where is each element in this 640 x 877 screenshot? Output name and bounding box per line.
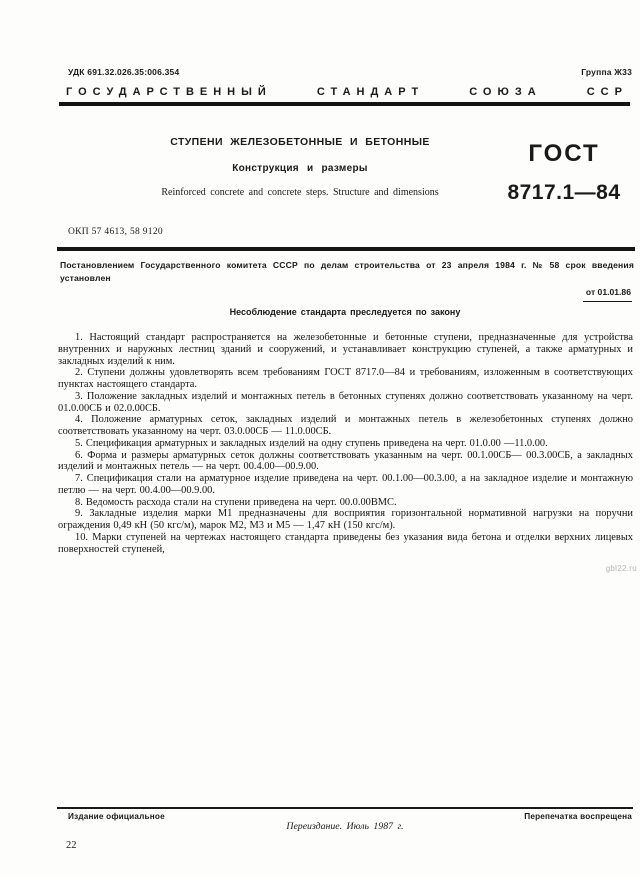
standard-body	[58, 332, 633, 555]
title-block	[90, 136, 510, 198]
header-rule	[59, 102, 630, 106]
reprint-forbidden-label: Перепечатка воспрещена	[524, 812, 632, 821]
footer-rule	[57, 807, 633, 809]
gost-designation	[500, 140, 628, 205]
state-standard-word: СОЮЗА	[469, 86, 542, 98]
body-paragraph: 6. Форма и размеры арматурных сеток должны соответствовать указанным на черт. 00.1.00СБ— 00.3.00СБ, а закладных изделий и монтажных петель — на черт. 00.4.00—00.9.00.	[58, 449, 633, 473]
state-standard-word: ГОСУДАРСТВЕННЫЙ	[66, 86, 272, 98]
state-standard-word: ССР	[586, 86, 628, 98]
site-watermark: gbl22.ru	[605, 564, 637, 573]
gost-label: ГОСТ	[528, 140, 600, 167]
body-paragraph: 3. Положение закладных изделий и монтажных петель в бетонных ступенях должно соответствовать указанному на черт. 01.0.00СБ и 02.0.00СБ.	[58, 390, 633, 414]
body-paragraph: 1. Настоящий стандарт распространяется на железобетонные и бетонные ступени, предназначенные для устройства внутренних и наружных лестниц зданий и сооружений, и устанавливает конструкцию ступеней, а также арматурных и закладных изделий к ним.	[58, 332, 633, 367]
group-label: Группа Ж33	[581, 67, 632, 77]
body-paragraph: 8. Ведомость расхода стали на ступени приведена на черт. 00.0.00ВМС.	[75, 496, 397, 508]
effective-date: от 01.01.86	[583, 287, 632, 302]
title-rule	[57, 247, 635, 251]
official-edition-label: Издание официальное	[68, 812, 165, 821]
body-paragraph: 9. Закладные изделия марки М1 предназначены для восприятия горизонтальной нормативной нагрузки на поручни ограждения 0,49 кН (50 кгс/м), марок М2, М3 и М5 — 1,47 кН (150 кгс/м).	[58, 508, 633, 531]
body-paragraph: 4. Положение арматурных сеток, закладных изделий и монтажных петель в железобетонных ступенях должно соответствовать указанному на черт. 03.0.00СБ — 11.0.00СБ.	[58, 414, 633, 437]
gost-number: 8717.1—84	[507, 181, 621, 204]
classification-row	[68, 67, 632, 77]
body-paragraph: 7. Спецификация стали на арматурное изделие приведена на черт. 00.1.00—00.3.00, а на закладное изделие и монтажную петлю — на черт. 00.4.00—00.9.00.	[58, 473, 633, 496]
document-subtitle-en: Reinforced concrete and concrete steps. Structure and dimensions	[161, 187, 439, 198]
okp-code: ОКП 57 4613, 58 9120	[68, 227, 163, 237]
state-standard-header	[66, 86, 628, 98]
reissue-note: Переиздание. Июль 1987 г.	[286, 821, 404, 832]
footer-row	[68, 812, 632, 821]
page-number: 22	[66, 840, 77, 851]
body-paragraph: 2. Ступени должны удовлетворять всем требованиям ГОСТ 8717.0—84 и требованиям, изложенным в соответствующих пунктах настоящего стандарта.	[58, 367, 633, 390]
body-paragraph: 10. Марки ступеней на чертежах настоящего стандарта приведены без указания вида бетона и отделки верхних лицевых поверхностей ступеней,	[58, 531, 633, 555]
document-subtitle-ru: Конструкция и размеры	[232, 163, 368, 174]
law-notice: Несоблюдение стандарта преследуется по закону	[229, 307, 461, 317]
document-title-ru: СТУПЕНИ ЖЕЛЕЗОБЕТОННЫЕ И БЕТОННЫЕ	[170, 136, 430, 148]
udk-code: УДК 691.32.026.35:006.354	[68, 67, 180, 77]
body-paragraph: 5. Спецификация арматурных и закладных изделий на одну ступень приведена на черт. 01.0.00 —11.0.00.	[75, 437, 548, 449]
state-standard-word: СТАНДАРТ	[316, 86, 425, 98]
decree-text: Постановлением Государственного комитета СССР по делам строительства от 23 апреля 1984 г. № 58 срок введения установлен	[60, 260, 634, 283]
